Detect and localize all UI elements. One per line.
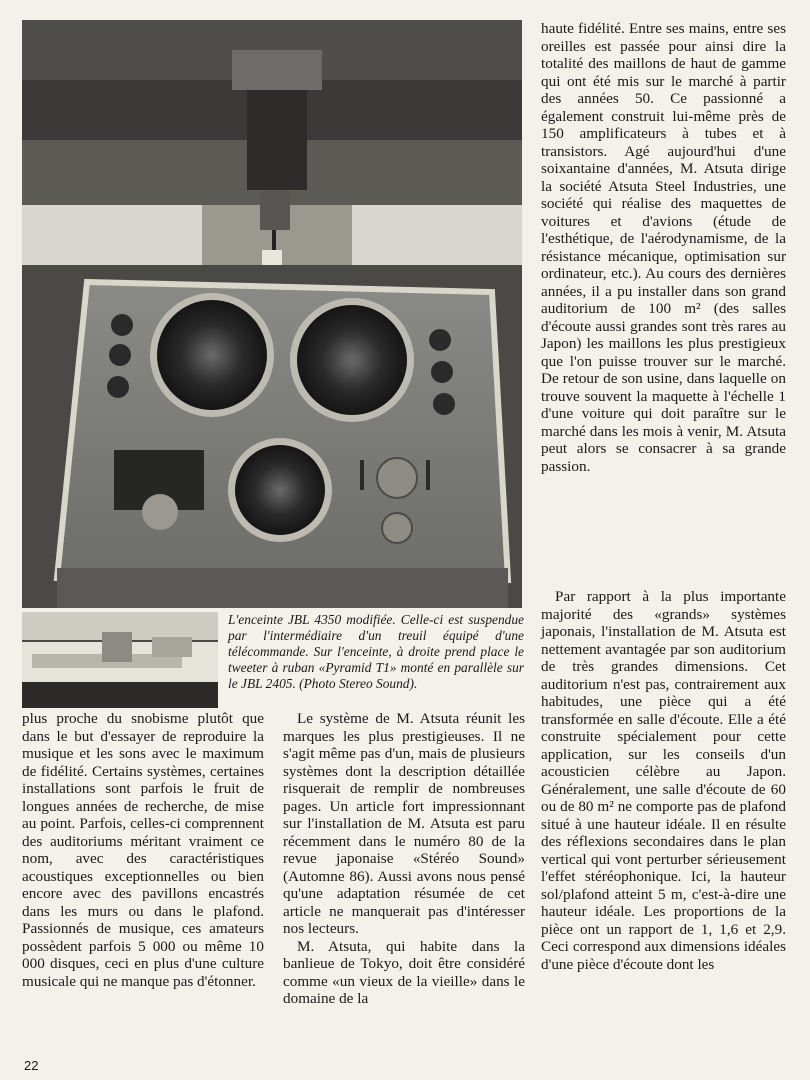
paragraph: Par rapport à la plus importante majorité des «grands» systèmes japonais, l'installation de M. Atsuta est nettement avantagée par son auditorium de très grandes dimensions. Cet auditorium n'est pas, contrairement aux habitudes, une pièce qui a été transformée en salle d'écoute. Elle a été construite spécialement pour cette application, sur les conseils d'un acousticien célèbre au Japon. Généralement, une salle d'écoute de 60 ou de 80 m² ne comporte pas de plafond situé à une hauteur idéale. Il en résulte des réflexions secondaires dans le plan vertical qui vont perturber sérieusement l'effet stéréophonique. Ici, la hauteur sol/plafond atteint 5 m, c'est-à-dire une hauteur idéale. Les proportions de la pièce ont un rapport de 1, 1,6 et 2,9. Ceci correspond aux dimensions idéales d'une pièce d'écoute dont les xyxy=(541,588,786,973)
tweeter-photo-illustration xyxy=(22,612,218,708)
text-column-right-top xyxy=(541,20,786,475)
paragraph: Le système de M. Atsuta réunit les marques les plus prestigieuses. Il ne s'agit même pas d'un, mais de plusieurs systèmes dont la description détaillée risquerait de remplir de nombreuses pages. Un article fort impressionnant sur l'installation de M. Atsuta est paru récemment dans le numéro 80 de la revue japonaise «Stéréo Sound» (Automne 86). Aussi avons nous pensé qu'une adaptation résumée de cet article ne manquerait pas d'intéresser nos lecteurs. xyxy=(283,710,525,937)
page-number: 22 xyxy=(24,1058,39,1073)
paragraph: haute fidélité. Entre ses mains, entre ses oreilles est passée pour ainsi dire la totalité des maillons de haut de gamme qui ont été mis sur le marché à partir des années 50. Ce passionné a également construit lui-même près de 150 amplificateurs à tubes et à transistors. Agé aujourd'hui d'une soixantaine d'années, M. Atsuta dirige la société Atsuta Steel Industries, une société qui réalise des maquettes de voitures et d'avions (étude de l'esthétique, de l'aérodynamisme, de la résistance mécanique, optimisation sur ordinateur, etc.). Au cours des dernières années, il a pu installer dans son grand auditorium de 100 m² (des salles d'écoute aussi grandes sont très rares au Japon) les maillons les plus prestigieux que l'on puisse trouver sur le marché. De retour de son usine, dans laquelle on trouve souvent la maquette à l'échelle 1 d'une voiture qui doit paraître sur le marché dans les mois à venir, M. Atsuta peut alors se consacrer à sa grande passion. xyxy=(541,20,786,475)
speaker-photo xyxy=(22,20,522,608)
paragraph: plus proche du snobisme plutôt que dans le but d'essayer de reproduire la musique et les sons avec le maximum de fidélité. Certains systèmes, certaines installations sont parfois le fruit de longues années de recherche, de mise au point. Parfois, celles-ci comprennent des auditoriums méritant vraiment ce nom, avec des caractéristiques acoustiques exceptionnelles ou bien encore avec des pavillons encastrés dans les murs ou dans le plafond. Passionnés de musique, ces amateurs possèdent parfois 5 000 ou même 10 000 disques, ceci en plus d'une culture musicale qui ne manque pas d'étonner. xyxy=(22,710,264,990)
text-column-middle xyxy=(283,710,525,1008)
speaker-photo-illustration xyxy=(22,20,522,608)
tweeter-photo xyxy=(22,612,218,708)
paragraph: M. Atsuta, qui habite dans la banlieue de Tokyo, doit être considéré comme «un vieux de la vieille» dans le domaine de la xyxy=(283,937,525,1007)
text-column-left xyxy=(22,710,264,990)
photo-caption: L'enceinte JBL 4350 modifiée. Celle-ci est suspendue par l'intermédiaire d'un treuil équipé d'une télécommande. Sur l'enceinte, à droite prend place le tweeter à ruban «Pyramid T1» monté en parallèle sur le JBL 2405. (Photo Stereo Sound). xyxy=(228,612,524,691)
text-column-right-bottom xyxy=(541,588,786,973)
